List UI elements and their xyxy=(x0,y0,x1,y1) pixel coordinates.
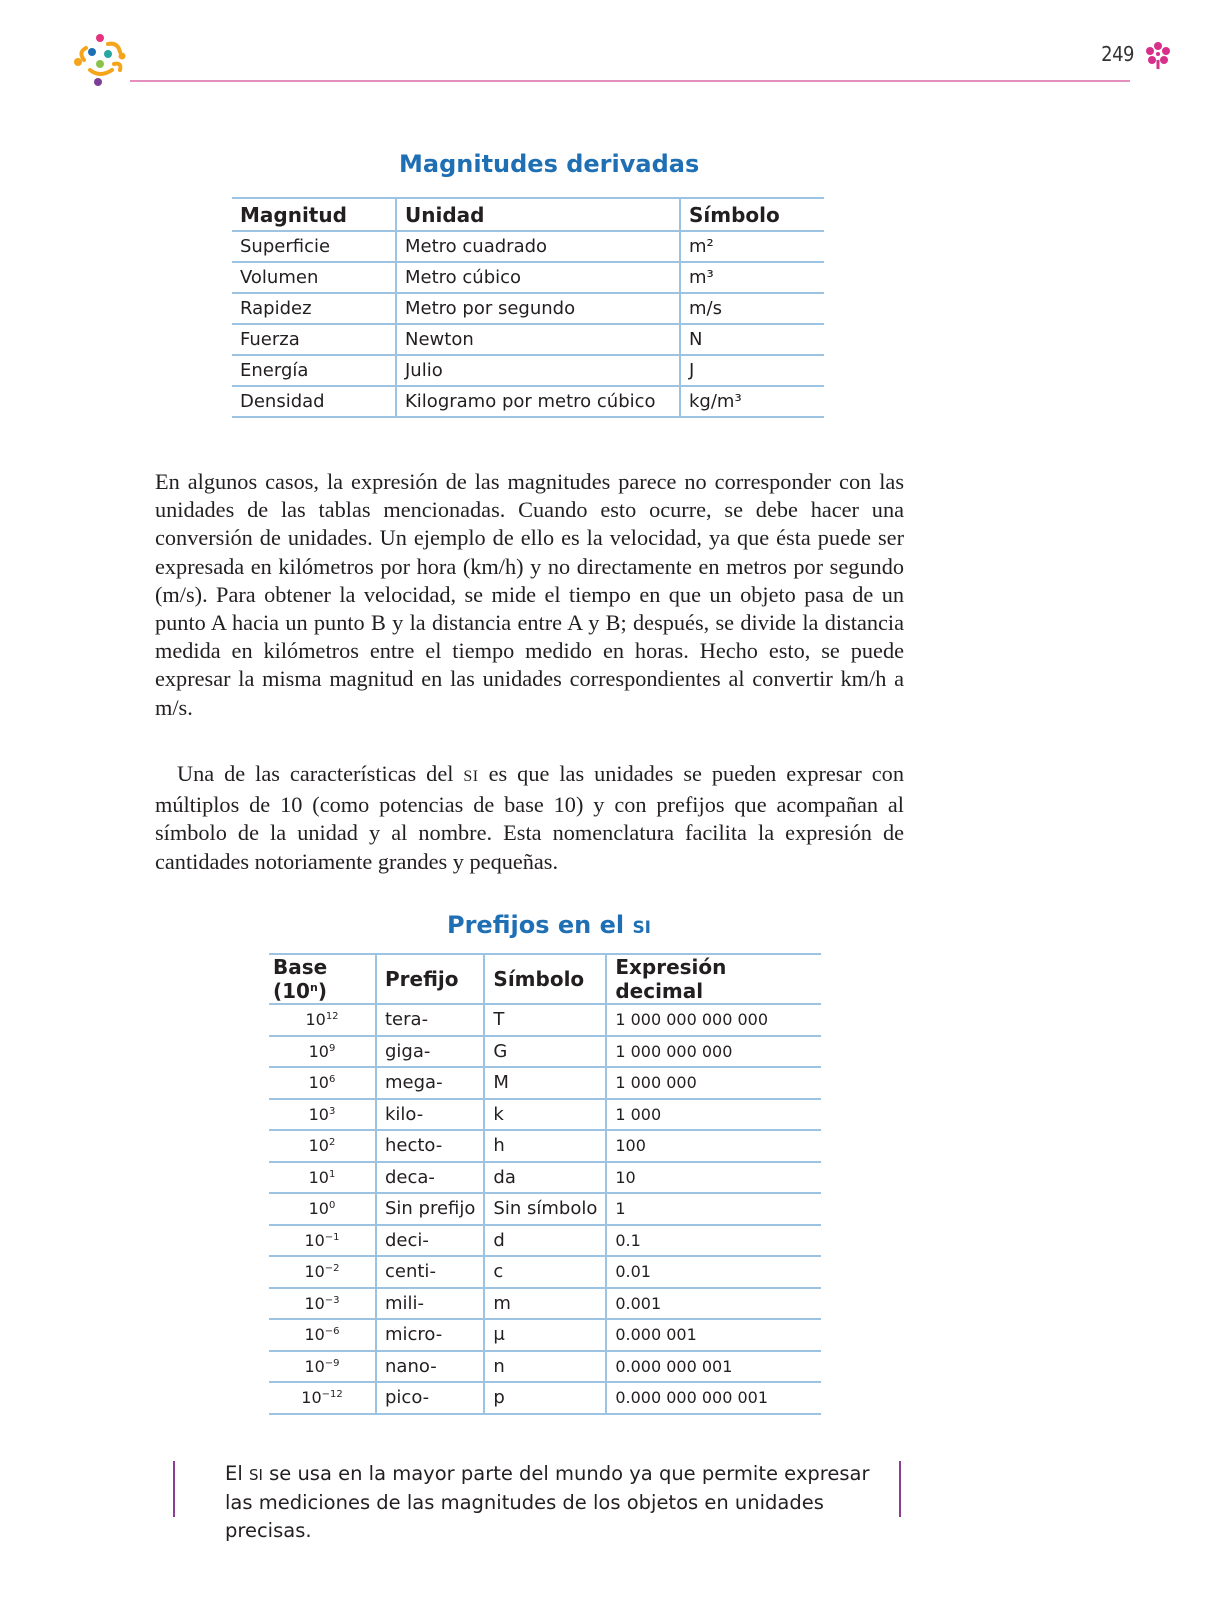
cell-base xyxy=(269,1382,376,1414)
cell-unidad: Metro cuadrado xyxy=(396,231,680,262)
cell-magnitud: Volumen xyxy=(240,267,319,288)
prefix-table-title xyxy=(447,911,651,939)
header-rule xyxy=(130,80,1130,82)
header-expresion-decimal: Expresión decimal xyxy=(606,954,821,1004)
paragraph-2-text-start: Una de las características del xyxy=(177,761,464,786)
header-simbolo: Símbolo xyxy=(680,198,824,231)
base-exponent: 9 xyxy=(328,1042,336,1054)
cell-expresion-decimal: 10 xyxy=(606,1162,821,1194)
table-row xyxy=(269,1099,821,1131)
header-unidad: Unidad xyxy=(396,198,680,231)
cell-prefijo: hecto- xyxy=(376,1130,484,1162)
table-header-row xyxy=(269,954,821,1004)
prefix-table-body xyxy=(269,1004,821,1414)
table-row xyxy=(232,324,824,355)
cell-prefijo: pico- xyxy=(376,1382,484,1414)
base-ten: 10 xyxy=(304,1230,325,1250)
base-ten: 10 xyxy=(308,1136,329,1156)
cell-magnitud: Rapidez xyxy=(240,298,312,319)
header-magnitud: Magnitud xyxy=(240,202,347,227)
cell-base xyxy=(269,1004,376,1036)
cell-simbolo: N xyxy=(680,324,824,355)
cell-simbolo: p xyxy=(484,1382,606,1414)
cell-expresion-decimal: 0.000 000 001 xyxy=(606,1351,821,1383)
header-base-sup: n xyxy=(309,981,318,994)
cell-base xyxy=(269,1319,376,1351)
table-row xyxy=(269,1067,821,1099)
cell-expresion-decimal: 0.1 xyxy=(606,1225,821,1257)
table-row xyxy=(232,262,824,293)
cell-simbolo: h xyxy=(484,1130,606,1162)
header-base-close: ) xyxy=(317,979,327,1003)
cell-simbolo: μ xyxy=(484,1319,606,1351)
base-ten: 10 xyxy=(308,1104,329,1124)
header-base-text: Base (10 xyxy=(273,955,328,1003)
prefix-title-text: Prefijos en el xyxy=(447,911,625,939)
cell-expresion-decimal: 0.001 xyxy=(606,1288,821,1320)
table-row xyxy=(269,1256,821,1288)
base-ten: 10 xyxy=(308,1199,329,1219)
cell-prefijo: nano- xyxy=(376,1351,484,1383)
table-row xyxy=(232,386,824,417)
cell-base xyxy=(269,1067,376,1099)
header-simbolo: Símbolo xyxy=(484,954,606,1004)
table-row xyxy=(232,355,824,386)
cell-prefijo: Sin prefijo xyxy=(376,1193,484,1225)
cell-prefijo: mili- xyxy=(376,1288,484,1320)
table-row xyxy=(269,1351,821,1383)
cell-expresion-decimal: 1 000 000 000 000 xyxy=(606,1004,821,1036)
cell-expresion-decimal: 1 xyxy=(606,1193,821,1225)
note-text xyxy=(225,1460,885,1545)
page-number: 249 xyxy=(1101,42,1134,66)
cell-magnitud: Energía xyxy=(240,360,309,381)
base-ten: 10 xyxy=(305,1010,326,1030)
cell-simbolo: m² xyxy=(680,231,824,262)
cell-expresion-decimal: 1 000 xyxy=(606,1099,821,1131)
colorful-dots-logo-icon xyxy=(70,30,130,86)
body-paragraph-1: En algunos casos, la expresión de las magnitudes parece no corresponder con las unidades de las tablas mencionadas. Cuando esto ocurre, se debe hacer una conversión de unidades. Un ejemplo de ello es la velocidad, ya que ésta puede ser expresada en kilómetros por hora (km/h) y no directamente en metros por segundo (m/s). Para obtener la velocidad, se mide el tiempo en que un objeto pasa de un punto A hacia un punto B y la distancia entre A y B; después, se divide la distancia medida en kilómetros entre el tiempo medido en horas. Hecho esto, se puede expresar la misma magnitud en las unidades correspondientes al convertir km/h a m/s. xyxy=(155,469,904,720)
cell-simbolo: d xyxy=(484,1225,606,1257)
header-prefijo: Prefijo xyxy=(376,954,484,1004)
cell-unidad: Julio xyxy=(396,355,680,386)
cell-prefijo: mega- xyxy=(376,1067,484,1099)
table-row xyxy=(269,1319,821,1351)
table-header-row xyxy=(232,198,824,231)
cell-prefijo: deca- xyxy=(376,1162,484,1194)
cell-prefijo: giga- xyxy=(376,1036,484,1068)
cell-simbolo: J xyxy=(680,355,824,386)
base-ten: 10 xyxy=(304,1293,325,1313)
cell-prefijo: tera- xyxy=(376,1004,484,1036)
table-row xyxy=(232,231,824,262)
base-exponent: −9 xyxy=(324,1357,340,1369)
cell-simbolo: c xyxy=(484,1256,606,1288)
base-exponent: 1 xyxy=(328,1168,336,1180)
base-exponent: 6 xyxy=(328,1074,336,1086)
cell-simbolo: kg/m³ xyxy=(680,386,824,417)
cell-unidad: Kilogramo por metro cúbico xyxy=(396,386,680,417)
cell-prefijo: micro- xyxy=(376,1319,484,1351)
header-base xyxy=(269,954,376,1004)
cell-simbolo: m/s xyxy=(680,293,824,324)
note-text-end: se usa en la mayor parte del mundo ya que permite expresar las mediciones de las magnitudes de los objetos en unidades precisas. xyxy=(225,1462,870,1542)
cell-expresion-decimal: 0.000 001 xyxy=(606,1319,821,1351)
cell-simbolo: T xyxy=(484,1004,606,1036)
cell-simbolo: n xyxy=(484,1351,606,1383)
cell-prefijo: centi- xyxy=(376,1256,484,1288)
cell-base xyxy=(269,1256,376,1288)
cell-magnitud: Fuerza xyxy=(240,329,300,350)
cell-unidad: Metro por segundo xyxy=(396,293,680,324)
table-row xyxy=(269,1193,821,1225)
base-ten: 10 xyxy=(308,1041,329,1061)
pink-flower-icon xyxy=(1143,40,1173,70)
cell-magnitud: Densidad xyxy=(240,391,325,412)
base-ten: 10 xyxy=(308,1167,329,1187)
base-exponent: −12 xyxy=(321,1389,343,1401)
table-row xyxy=(269,1288,821,1320)
note-right-bar xyxy=(899,1461,901,1517)
table-row xyxy=(269,1036,821,1068)
cell-prefijo: deci- xyxy=(376,1225,484,1257)
note-si-abbreviation: SI xyxy=(248,1466,263,1484)
cell-base xyxy=(269,1193,376,1225)
si-abbreviation: SI xyxy=(463,768,479,785)
cell-simbolo: m³ xyxy=(680,262,824,293)
cell-base xyxy=(269,1130,376,1162)
table-row xyxy=(269,1162,821,1194)
cell-base xyxy=(269,1351,376,1383)
cell-expresion-decimal: 0.01 xyxy=(606,1256,821,1288)
base-ten: 10 xyxy=(304,1325,325,1345)
cell-simbolo: M xyxy=(484,1067,606,1099)
note-left-bar xyxy=(173,1461,175,1517)
cell-base xyxy=(269,1225,376,1257)
derived-magnitudes-table xyxy=(232,197,824,418)
cell-prefijo: kilo- xyxy=(376,1099,484,1131)
base-exponent: 12 xyxy=(325,1011,339,1023)
table-row xyxy=(269,1004,821,1036)
cell-simbolo: k xyxy=(484,1099,606,1131)
note-text-start: El xyxy=(225,1462,249,1485)
cell-simbolo: da xyxy=(484,1162,606,1194)
cell-simbolo: G xyxy=(484,1036,606,1068)
paragraph-2-text-end: es que las unidades se pueden expresar con múltiplos de 10 (como potencias de base 10) y con prefijos que acompañan al símbolo de la unidad y al nombre. Esta nomenclatura facilita la expresión de cantidades notoriamente grandes y pequeñas. xyxy=(155,761,904,874)
base-ten: 10 xyxy=(301,1388,322,1408)
cell-base xyxy=(269,1099,376,1131)
base-exponent: 3 xyxy=(328,1105,336,1117)
base-ten: 10 xyxy=(308,1073,329,1093)
prefix-title-si: SI xyxy=(632,918,652,938)
base-ten: 10 xyxy=(304,1356,325,1376)
cell-base xyxy=(269,1036,376,1068)
cell-unidad: Metro cúbico xyxy=(396,262,680,293)
base-exponent: 2 xyxy=(328,1137,336,1149)
base-exponent: −2 xyxy=(324,1263,340,1275)
base-exponent: −6 xyxy=(324,1326,340,1338)
base-exponent: −3 xyxy=(324,1294,340,1306)
si-prefixes-table xyxy=(269,953,821,1415)
cell-base xyxy=(269,1162,376,1194)
cell-magnitud: Superficie xyxy=(240,236,331,257)
derived-table-title: Magnitudes derivadas xyxy=(399,150,700,178)
cell-expresion-decimal: 1 000 000 xyxy=(606,1067,821,1099)
cell-base xyxy=(269,1288,376,1320)
base-exponent: −1 xyxy=(324,1231,340,1243)
table-row xyxy=(269,1382,821,1414)
base-exponent: 0 xyxy=(328,1200,336,1212)
cell-expresion-decimal: 1 000 000 000 xyxy=(606,1036,821,1068)
body-paragraph-2 xyxy=(155,760,904,876)
cell-expresion-decimal: 100 xyxy=(606,1130,821,1162)
cell-unidad: Newton xyxy=(396,324,680,355)
table-row xyxy=(232,293,824,324)
cell-simbolo: m xyxy=(484,1288,606,1320)
cell-simbolo: Sin símbolo xyxy=(484,1193,606,1225)
table-row xyxy=(269,1130,821,1162)
table-row xyxy=(269,1225,821,1257)
cell-expresion-decimal: 0.000 000 000 001 xyxy=(606,1382,821,1414)
base-ten: 10 xyxy=(304,1262,325,1282)
